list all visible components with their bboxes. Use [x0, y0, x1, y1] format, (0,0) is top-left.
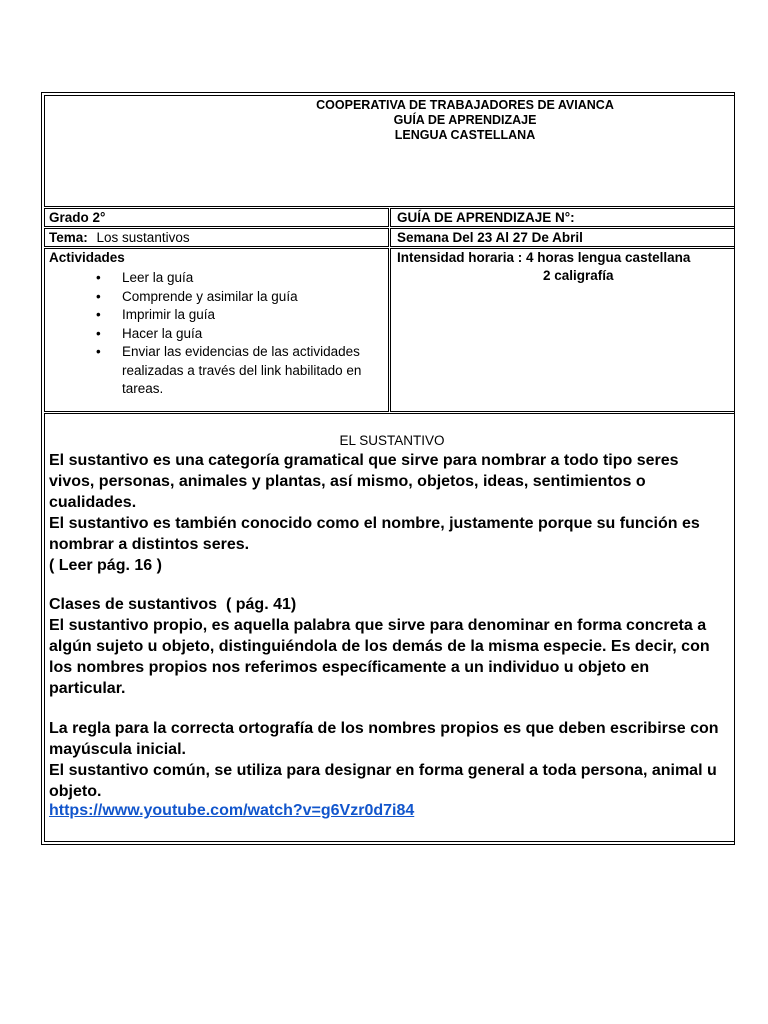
semana-label: Semana Del 23 Al 27 De Abril: [397, 230, 583, 245]
list-item: • Imprimir la guía: [49, 306, 388, 325]
paragraph-comun: El sustantivo común, se utiliza para designar en forma general a toda persona, animal u objeto.: [49, 762, 717, 800]
guia-num-cell: [390, 208, 735, 227]
youtube-link[interactable]: https://www.youtube.com/watch?v=g6Vzr0d7i84: [49, 802, 415, 819]
header-cell: [44, 95, 735, 207]
paragraph-intro: El sustantivo es una categoría gramatical que sirve para nombrar a todo tipo seres vivos, personas, animales y plantas, así mismo, objetos, ideas, sentimientos o cualidades.: [49, 452, 679, 511]
paragraph-propio: El sustantivo propio, es aquella palabra que sirve para denominar en forma concreta a algún sujeto u objeto, distinguiéndola de los demás de la misma especie. Es decir, con los nombres propios nos referimos específicamente a un individuo u objeto en particular.: [49, 617, 710, 697]
guia-num-label: GUÍA DE APRENDIZAJE N°:: [397, 210, 575, 225]
semana-cell: [390, 228, 735, 247]
intensidad-cell: [390, 248, 735, 412]
bullet-icon: •: [96, 307, 101, 322]
intensidad-line1: Intensidad horaria : 4 horas lengua castellana: [397, 250, 691, 265]
bullet-icon: •: [96, 288, 101, 304]
grado-label: Grado 2°: [49, 210, 106, 225]
header-block: [45, 98, 768, 143]
tema-cell: [44, 228, 389, 247]
header-cooperativa: COOPERATIVA DE TRABAJADORES DE AVIANCA: [316, 98, 614, 112]
list-item: • Comprende y asimilar la guía: [49, 288, 388, 307]
clases-page: ( pág. 41): [217, 596, 297, 613]
grado-cell: [44, 208, 389, 227]
bullet-icon: •: [96, 325, 101, 341]
list-item: • Hacer la guía: [49, 325, 388, 344]
paragraph-leer: ( Leer pág. 16 ): [49, 557, 162, 574]
tema-value: Los sustantivos: [96, 230, 190, 245]
content-title: EL SUSTANTIVO: [339, 433, 445, 448]
paragraph-nombre: El sustantivo es también conocido como el nombre, justamente porque su función es nombrar a distintos seres.: [49, 515, 700, 553]
clases-title: Clases de sustantivos: [49, 596, 218, 613]
header-guia: GUÍA DE APRENDIZAJE: [393, 113, 537, 127]
actividades-cell: [44, 248, 389, 412]
header-lengua: LENGUA CASTELLANA: [394, 128, 536, 142]
tema-label: Tema:: [49, 230, 88, 245]
content-cell: [44, 413, 735, 842]
list-item: • Leer la guía: [49, 269, 388, 288]
bullet-icon: •: [96, 270, 101, 285]
actividades-list: [49, 269, 388, 399]
list-item: • Enviar las evidencias de las actividades realizadas a través del link habilitado en tareas.: [96, 344, 362, 396]
clases-heading: [49, 594, 726, 615]
paragraph-regla: La regla para la correcta ortografía de los nombres propios es que deben escribirse con mayúscula inicial.: [49, 720, 719, 758]
bullet-icon: •: [96, 344, 101, 359]
actividades-label: Actividades: [49, 250, 125, 265]
intensidad-line2: 2 caligrafía: [543, 268, 614, 283]
